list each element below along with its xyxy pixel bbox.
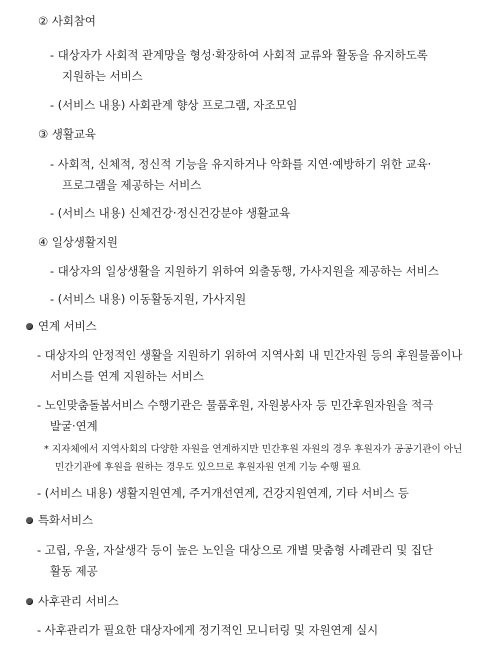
body-text: - (서비스 내용) 사회관계 향상 프로그램, 자조모임 — [50, 98, 298, 112]
footnote-text: * 지자체에서 지역사회의 다양한 자원을 연계하지만 민간후원 자원의 경우 후원자가 공공기관이 아닌 — [44, 444, 463, 455]
body-text: - 대상자가 사회적 관계망을 형성·확장하여 사회적 교류와 활동을 유지하도록 — [50, 48, 428, 62]
body-text: - 대상자의 안정적인 생활을 지원하기 위하여 지역사회 내 민간자원 등의 후원물품이나 — [37, 348, 463, 362]
bullet-icon — [26, 323, 33, 330]
body-text: 발굴·연계 — [50, 419, 98, 433]
body-text: - (서비스 내용) 신체건강·정신건강분야 생활교육 — [50, 206, 291, 220]
footnote-text: 민간기관에 후원을 원하는 경우도 있으므로 후원자원 연계 기능 수행 필요 — [55, 462, 361, 473]
body-text: 지원하는 서비스 — [62, 69, 143, 83]
bullet-icon — [26, 598, 33, 605]
section-heading-daily-support: ④ 일상생활지원 — [38, 235, 118, 249]
body-text: - 노인맞춤돌봄서비스 수행기관은 물품후원, 자원봉사자 등 민간후원자원을 적극 — [37, 398, 434, 412]
section-heading-linkage-service: 연계 서비스 — [38, 319, 97, 333]
body-text: 프로그램을 제공하는 서비스 — [62, 178, 202, 192]
body-text: 활동 제공 — [50, 564, 98, 578]
body-text: - 사후관리가 필요한 대상자에게 정기적인 모니터링 및 자원연계 실시 — [37, 623, 379, 637]
body-text: - 대상자의 일상생활을 지원하기 위하여 외출동행, 가사지원을 제공하는 서비스 — [50, 264, 439, 278]
section-heading-specialized-service: 특화서비스 — [38, 513, 94, 527]
body-text: - 고립, 우울, 자살생각 등이 높은 노인을 대상으로 개별 맞춤형 사례관리 및 집단 — [37, 543, 433, 557]
section-heading-social-participation: ② 사회참여 — [38, 14, 96, 28]
bullet-icon — [26, 517, 33, 524]
section-heading-aftercare-service: 사후관리 서비스 — [38, 594, 119, 608]
body-text: - 사회적, 신체적, 정신적 기능을 유지하거나 악화를 지연·예방하기 위한 교육· — [50, 157, 432, 171]
body-text: - (서비스 내용) 이동활동지원, 가사지원 — [50, 292, 247, 306]
body-text: 서비스를 연계 지원하는 서비스 — [50, 369, 204, 383]
body-text: - (서비스 내용) 생활지원연계, 주거개선연계, 건강지원연계, 기타 서비스 등 — [37, 486, 409, 500]
section-heading-life-education: ③ 생활교육 — [38, 127, 96, 141]
